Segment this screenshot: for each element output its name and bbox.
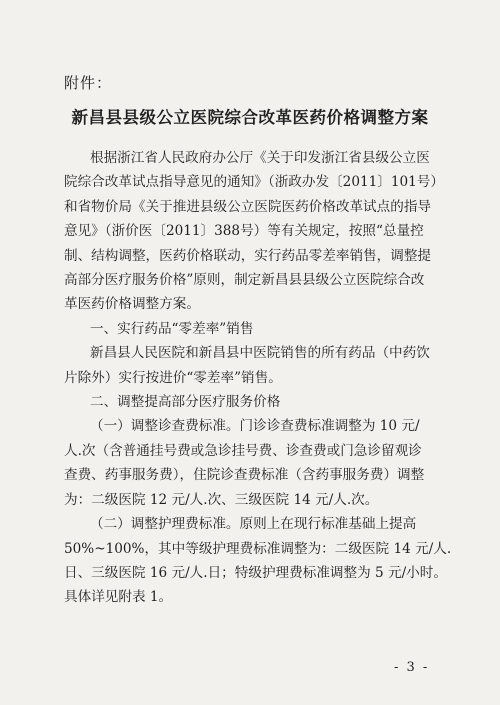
- document-title: 新昌县县级公立医院综合改革医药价格调整方案: [71, 108, 429, 127]
- text-line: 革医药价格调整方案。: [64, 296, 200, 313]
- text-line: 根据浙江省人民政府办公厅《关于印发浙江省县级公立医: [90, 150, 430, 166]
- text-line: 人.次（含普通挂号费或急诊挂号费、诊查费或门急诊留观诊: [64, 442, 422, 459]
- page-number: - 3 -: [394, 660, 430, 675]
- text-line: 新昌县人民医院和新昌县中医院销售的所有药品（中药饮: [90, 345, 430, 362]
- text-line: 和省物价局《关于推进县级公立医院医药价格改革试点的指导: [64, 198, 432, 215]
- text-line: 一、实行药品“零差率”销售: [90, 320, 254, 337]
- text-line: 高部分医疗服务价格”原则，制定新昌县县级公立医院综合改: [64, 272, 425, 289]
- text-line: 50%~100%，其中等级护理费标准调整为：二级医院 14 元/人.: [64, 540, 452, 557]
- text-line: 日、三级医院 16 元/人.日；特级护理费标准调整为 5 元/小时。: [64, 564, 447, 581]
- document-body: [64, 146, 458, 610]
- text-line: 片除外）实行按进价“零差率”销售。: [64, 369, 282, 386]
- text-line: （一）调整诊查费标准。门诊诊查费标准调整为 10 元/: [90, 418, 420, 435]
- text-line: 为：二级医院 12 元/人.次、三级医院 14 元/人.次。: [64, 491, 379, 508]
- text-line: 院综合改革试点指导意见的通知》（浙政办发〔2011〕101号）: [64, 174, 444, 191]
- text-line: （二）调整护理费标准。原则上在现行标准基础上提高: [90, 516, 417, 533]
- text-line: 制、结构调整，医药价格联动，实行药品零差率销售，调整提: [64, 247, 432, 264]
- text-line: 意见》（浙价医〔2011〕388号）等有关规定，按照“总量控: [64, 223, 424, 240]
- text-line: 查费、药事服务费），住院诊查费标准（含药事服务费）调整: [64, 467, 425, 484]
- attachment-label: 附件：: [64, 74, 113, 92]
- text-line: 二、调整提高部分医疗服务价格: [90, 394, 281, 411]
- text-line: 具体详见附表 1。: [64, 589, 173, 606]
